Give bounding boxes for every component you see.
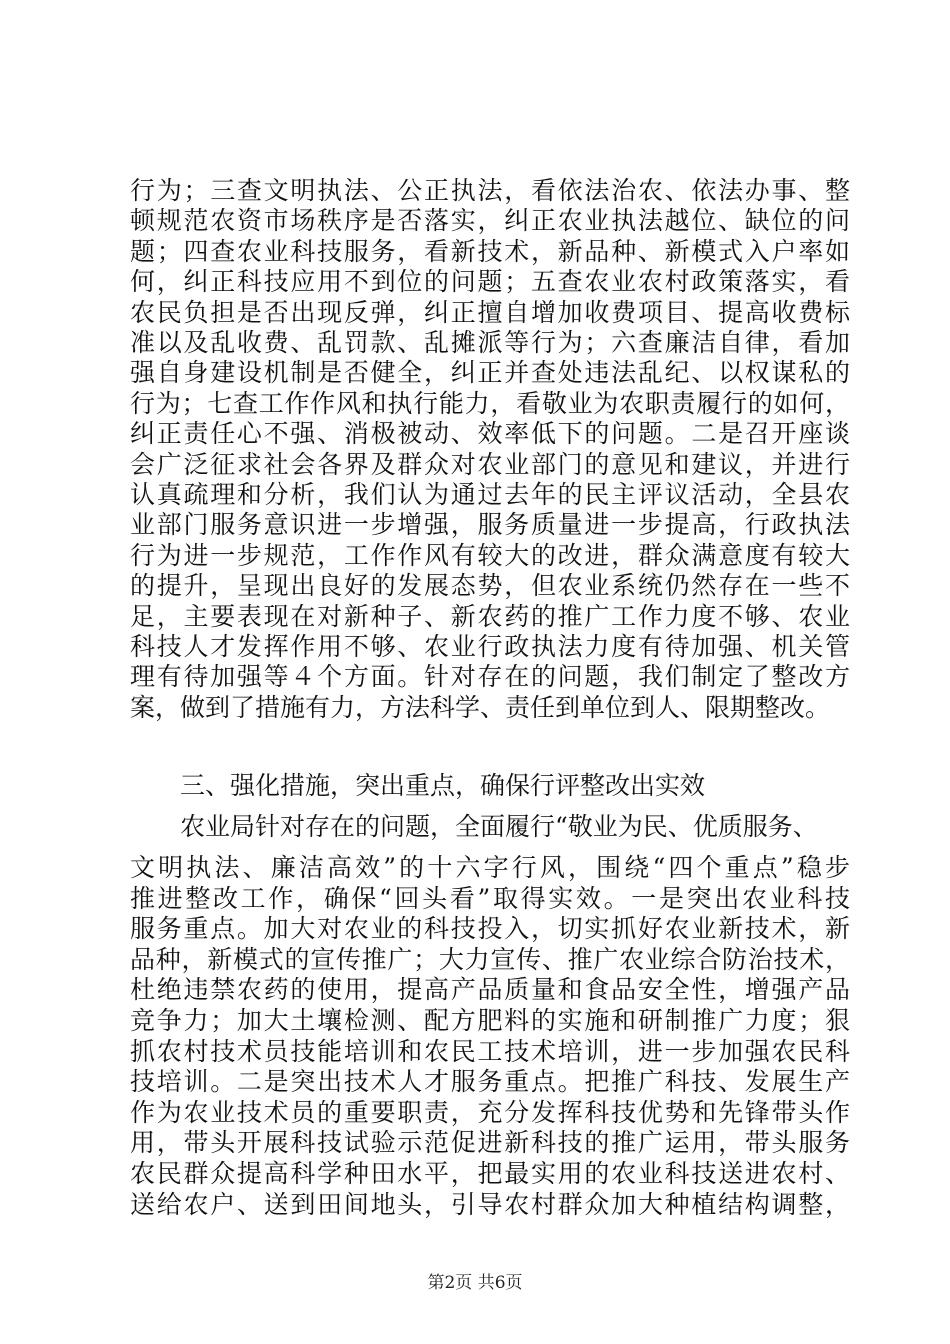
text-line: 顿规范农资市场秩序是否落实，纠正农业执法越位、缺位的问: [130, 206, 850, 236]
page-footer: 第2页 共6页: [427, 1273, 523, 1293]
text-line: 抓农村技术员技能培训和农民工技术培训，进一步加强农民科: [130, 1036, 850, 1066]
text-line: 行为进一步规范，工作作风有较大的改进，群众满意度有较大: [130, 540, 850, 570]
text-line: 农民负担是否出现反弹，纠正擅自增加收费项目、提高收费标: [130, 297, 850, 327]
text-line: 作为农业技术员的重要职责，充分发挥科技优势和先锋带头作: [130, 1097, 850, 1127]
text-line: 题；四查农业科技服务，看新技术，新品种、新模式入户率如: [130, 236, 850, 266]
text-line: 足，主要表现在对新种子、新农药的推广工作力度不够、农业: [130, 601, 850, 631]
paragraph-2-first-line: 农业局针对存在的问题，全面履行“敬业为民、优质服务、: [180, 812, 818, 841]
text-line: 行为；三查文明执法、公正执法，看依法治农、依法办事、整: [130, 176, 850, 205]
text-line: 推进整改工作，确保“回头看”取得实效。一是突出农业科技: [130, 883, 850, 913]
text-line: 行为；七查工作作风和执行能力，看敬业为农职责履行的如何，: [130, 388, 850, 418]
text-line: 准以及乱收费、乱罚款、乱摊派等行为；六查廉洁自律，看加: [130, 328, 850, 357]
text-line: 品种，新模式的宣传推广；大力宣传、推广农业综合防治技术，: [130, 944, 850, 974]
text-line: 案，做到了措施有力，方法科学、责任到单位到人、限期整改。: [130, 692, 831, 722]
text-line: 科技人才发挥作用不够、农业行政执法力度有待加强、机关管: [130, 632, 850, 661]
text-line: 业部门服务意识进一步增强，服务质量进一步提高，行政执法: [130, 510, 850, 540]
text-line: 纠正责任心不强、消极被动、效率低下的问题。二是召开座谈: [130, 419, 850, 449]
text-line: 用，带头开展科技试验示范促进新科技的推广运用，带头服务: [130, 1128, 850, 1158]
text-line: 理有待加强等４个方面。针对存在的问题，我们制定了整改方: [130, 662, 850, 692]
text-line: 强自身建设机制是否健全，纠正并查处违法乱纪、以权谋私的: [130, 358, 850, 388]
text-line: 会广泛征求社会各界及群众对农业部门的意见和建议，并进行: [130, 449, 850, 479]
text-line: 技培训。二是突出技术人才服务重点。把推广科技、发展生产: [130, 1067, 850, 1097]
text-line: 文明执法、廉洁高效”的十六字行风，围绕“四个重点”稳步: [130, 853, 850, 882]
section-heading: 三、强化措施，突出重点，确保行评整改出实效: [180, 771, 706, 800]
text-line: 农民群众提高科学种田水平，把最实用的农业科技送进农村、: [130, 1159, 850, 1188]
text-line: 认真疏理和分析，我们认为通过去年的民主评议活动，全县农: [130, 480, 850, 509]
text-line: 竞争力；加大土壤检测、配方肥料的实施和研制推广力度；狠: [130, 1006, 850, 1035]
text-line: 服务重点。加大对农业的科技投入，切实抓好农业新技术，新: [130, 914, 850, 944]
text-line: 送给农户、送到田间地头，引导农村群众加大种植结构调整，: [130, 1189, 850, 1219]
text-line: 杜绝违禁农药的使用，提高产品质量和食品安全性，增强产品: [130, 975, 850, 1005]
text-line: 的提升，呈现出良好的发展态势，但农业系统仍然存在一些不: [130, 571, 850, 601]
text-line: 何，纠正科技应用不到位的问题；五查农业农村政策落实，看: [130, 267, 850, 297]
